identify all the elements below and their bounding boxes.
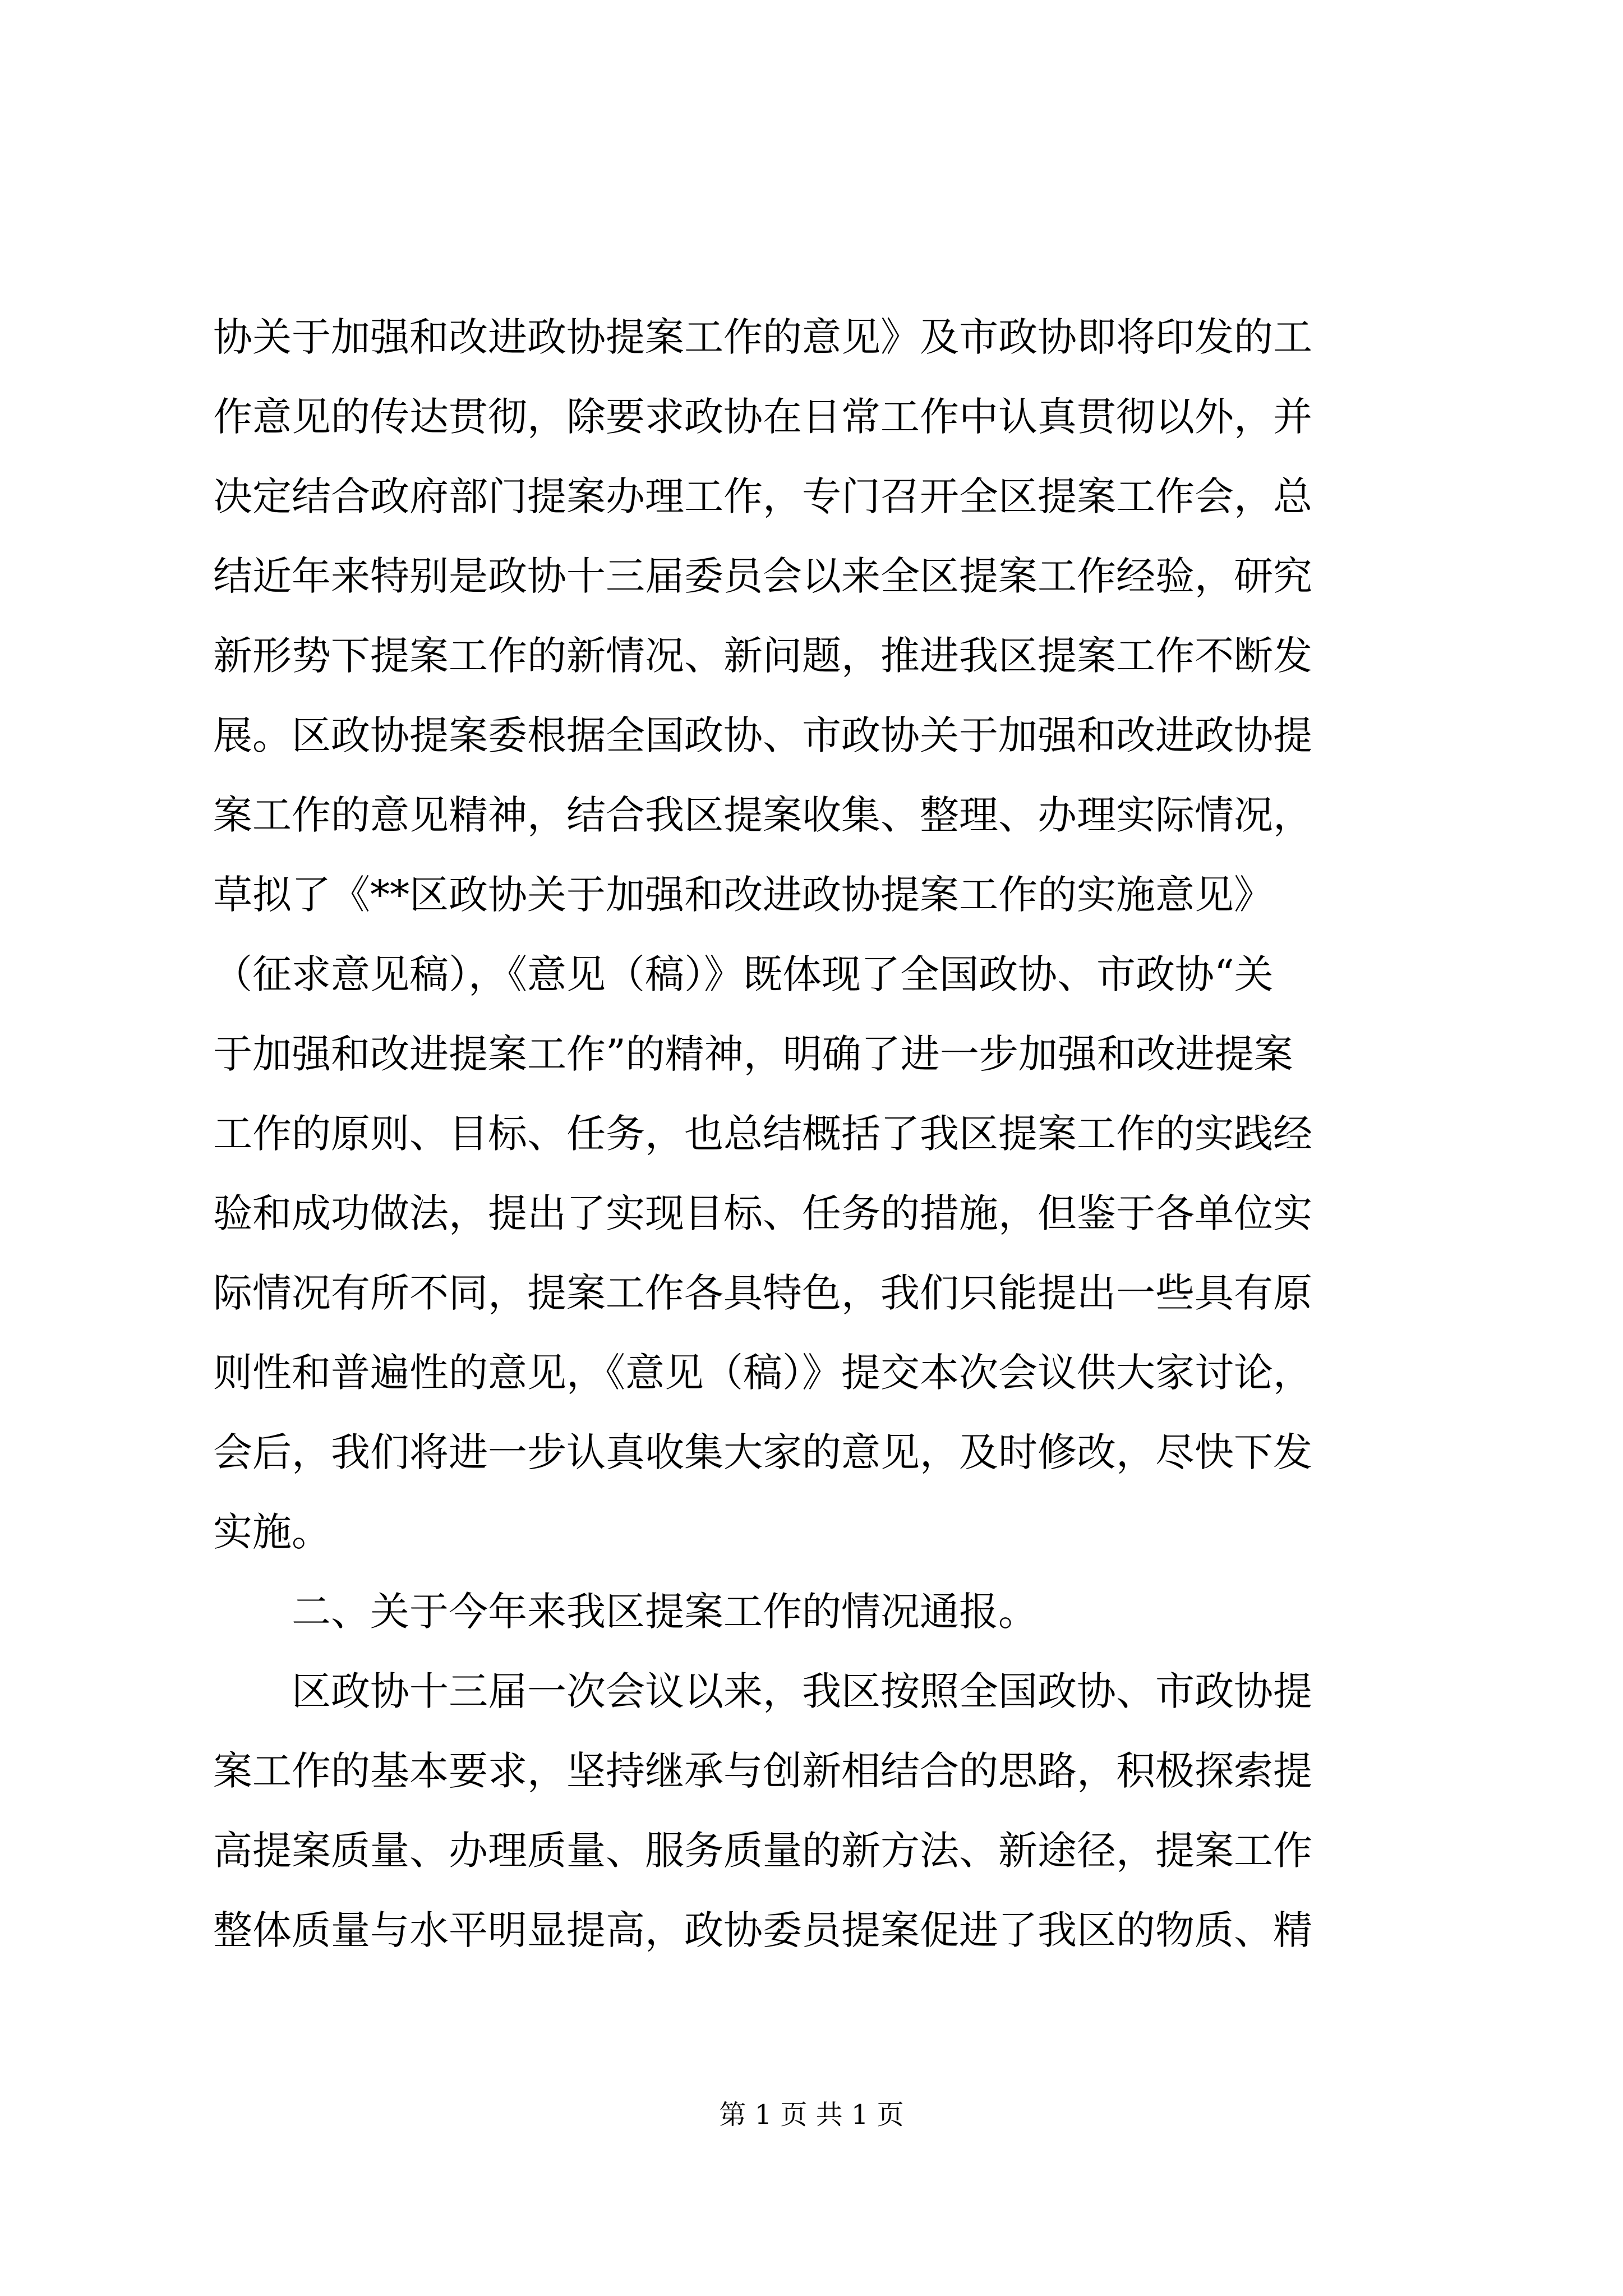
text-line: 则性和普遍性的意见，《意见（稿）》提交本次会议供大家讨论， xyxy=(213,1350,1312,1396)
text-line: 会后，我们将进一步认真收集大家的意见，及时修改，尽快下发 xyxy=(213,1429,1312,1475)
text-line: 协关于加强和改进政协提案工作的意见》及市政协即将印发的工 xyxy=(213,314,1312,360)
text-line: （征求意见稿），《意见（稿）》既体现了全国政协、市政协“关 xyxy=(213,951,1274,997)
text-line: 验和成功做法，提出了实现目标、任务的措施，但鉴于各单位实 xyxy=(213,1190,1312,1236)
text-line: 区政协十三届一次会议以来，我区按照全国政协、市政协提 xyxy=(292,1668,1312,1714)
text-line: 际情况有所不同，提案工作各具特色，我们只能提出一些具有原 xyxy=(213,1270,1312,1316)
text-line: 作意见的传达贯彻，除要求政协在日常工作中认真贯彻以外，并 xyxy=(213,394,1312,440)
text-line: 决定结合政府部门提案办理工作，专门召开全区提案工作会，总 xyxy=(213,473,1312,519)
text-line: 工作的原则、目标、任务，也总结概括了我区提案工作的实践经 xyxy=(213,1111,1312,1157)
text-line: 草拟了《**区政协关于加强和改进政协提案工作的实施意见》 xyxy=(213,872,1273,918)
text-line: 高提案质量、办理质量、服务质量的新方法、新途径，提案工作 xyxy=(213,1828,1312,1874)
section-heading: 二、关于今年来我区提案工作的情况通报。 xyxy=(292,1589,1038,1635)
body-text xyxy=(213,297,1424,1970)
text-line: 新形势下提案工作的新情况、新问题，推进我区提案工作不断发 xyxy=(213,633,1312,679)
text-line: 展。区政协提案委根据全国政协、市政协关于加强和改进政协提 xyxy=(213,712,1312,758)
text-line: 整体质量与水平明显提高，政协委员提案促进了我区的物质、精 xyxy=(213,1907,1312,1953)
text-line: 实施。 xyxy=(213,1509,331,1555)
page-footer: 第 1 页 共 1 页 xyxy=(719,2099,904,2131)
text-line: 于加强和改进提案工作”的精神，明确了进一步加强和改进提案 xyxy=(213,1031,1293,1077)
text-line: 案工作的意见精神，结合我区提案收集、整理、办理实际情况， xyxy=(213,792,1312,838)
text-line: 案工作的基本要求，坚持继承与创新相结合的思路，积极探索提 xyxy=(213,1748,1312,1794)
text-line: 结近年来特别是政协十三届委员会以来全区提案工作经验，研究 xyxy=(213,553,1312,599)
